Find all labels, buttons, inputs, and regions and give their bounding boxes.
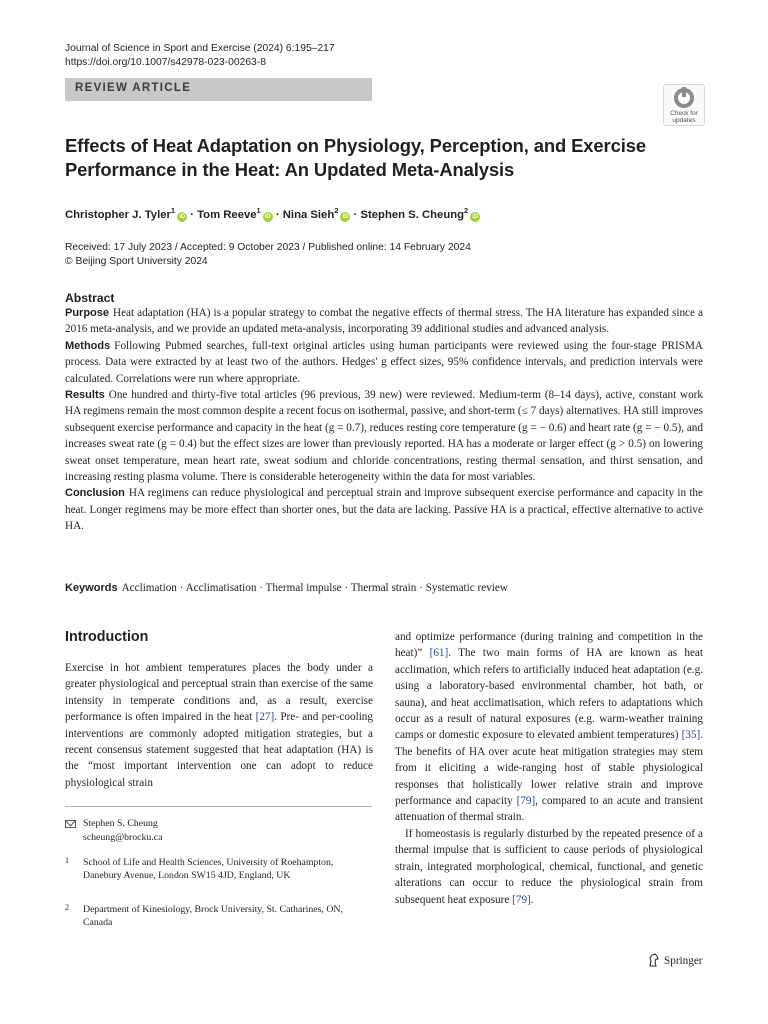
paragraph-text: Exercise in hot ambient temperatures places the body under a greater physiological and perceptual strain than exercise of the same intensity in temperate conditions and, as a result, exercise performance is often impaired in the heat xyxy=(65,662,373,724)
paragraph-text: and optimize performance (during training and competition in the heat)” xyxy=(395,631,703,660)
publication-dates: Received: 17 July 2023 / Accepted: 9 October 2023 / Published online: 14 February 2024 xyxy=(65,242,471,253)
orcid-icon[interactable]: iD xyxy=(179,214,186,220)
methods-label: Methods xyxy=(65,339,111,352)
author-name[interactable]: Tom Reeve xyxy=(197,209,257,221)
conclusion-text: HA regimens can reduce physiological and perceptual strain and improve subsequent exercise performance and capacity in the heat. Longer regimens may be more effect than shorter ones, but the data are lacking. Passive HA is a practical, effective alternative to active HA. xyxy=(65,487,703,533)
author-separator: · xyxy=(187,209,198,221)
check-for-updates-button[interactable] xyxy=(663,84,705,126)
affiliation-2: Department of Kinesiology, Brock University, St. Catharines, ON, Canada xyxy=(83,904,343,929)
author-name[interactable]: Stephen S. Cheung xyxy=(360,209,465,221)
author-name[interactable]: Nina Sieh xyxy=(282,209,335,221)
author-affiliation: 1 xyxy=(256,206,261,215)
corresponding-author-email[interactable]: scheung@brocku.ca xyxy=(83,832,163,843)
affiliation-1: School of Life and Health Sciences, University of Roehampton, Danebury Avenue, London SW15 4JD, England, UK xyxy=(83,857,334,882)
results-text: One hundred and thirty-five total articles (96 previous, 39 new) were reviewed. Medium-term (8–14 days), active, constant work HA regimens remain the most common despite a recent focus on isothermal, passive, and short-term (≤ 7 days) alternatives. HA still improves subsequent exercise performance and capacity in the heat (g = 0.7), reduces resting core temperature (g = − 0.6) and heart rate (g = − 0.5), and increases sweat rate (g = 0.4) but the effect sizes are lower than previously reported. HA has a moderate or larger effect (g > 0.5) on lowering sweat onset temperature, mean heart rate, sweat sodium and chloride concentrations, resting thermal sensation, and thirst sensation, and increasing resting plasma volume. There is considerable heterogeneity within the data for most variables. xyxy=(65,389,703,484)
orcid-icon[interactable]: iD xyxy=(472,214,479,220)
author-separator: · xyxy=(350,209,361,221)
paragraph xyxy=(395,826,703,908)
citation-link[interactable]: [27] xyxy=(255,711,275,724)
citation-link[interactable]: [79] xyxy=(516,795,536,808)
paragraph-text: . xyxy=(530,893,534,906)
abstract-methods xyxy=(65,338,703,387)
abstract-conclusion xyxy=(65,485,703,534)
citation-link[interactable]: [79] xyxy=(512,893,531,906)
paragraph xyxy=(65,660,373,791)
author-list xyxy=(65,203,480,223)
envelope-icon xyxy=(65,820,76,828)
results-label: Results xyxy=(65,389,105,402)
keywords xyxy=(65,580,508,596)
paragraph-text: . Pre- and per-cooling interventions are commonly adopted mitigation strategies, but a recent consensus statement suggested that heat adaptation (HA) is the “most important intervention one can adopt to reduce physiological strain xyxy=(65,711,373,789)
paragraph-text: If homeostasis is regularly disturbed by the repeated presence of a thermal impulse that is sufficient to cause periods of physiological strain, integrated morphological, chemical, functional, and genetic alterations can occur to reduce the physiological strain from subsequent heat exposure xyxy=(395,827,703,906)
author-affiliation: 2 xyxy=(334,206,339,215)
affiliation-number: 1 xyxy=(65,856,69,865)
check-updates-icon xyxy=(674,88,694,108)
journal-citation: Journal of Science in Sport and Exercise (2024) 6:195–217 xyxy=(65,43,335,54)
methods-text: Following Pubmed searches, full-text original articles using human participants were reviewed using the four-stage PRISMA process. Data were extracted by at least two of the authors. Hedges' g effect sizes, 95% confidence intervals, and prediction intervals were calculated. Correlations were run where appropriate. xyxy=(65,339,703,385)
abstract-heading: Abstract xyxy=(65,291,115,305)
paragraph-text: . The benefits of HA over acute heat mitigation strategies may stem from it eliciting a wide-ranging host of stable physiological responses that holistically lower relative strain and improve performance and capacity xyxy=(395,729,703,808)
author-affiliation: 2 xyxy=(464,206,469,215)
paragraph xyxy=(395,629,703,826)
article-type-banner xyxy=(65,78,372,101)
corresponding-author-name: Stephen S. Cheung xyxy=(83,818,158,829)
affiliation-number: 2 xyxy=(65,903,69,912)
citation-link[interactable]: [35] xyxy=(681,729,701,742)
paragraph-text: , compared to an acute and transient attenuation of thermal strain. xyxy=(395,795,703,824)
check-updates-text-2: updates xyxy=(672,117,696,124)
springer-horse-icon xyxy=(648,953,660,967)
purpose-label: Purpose xyxy=(65,307,110,319)
article-title: Effects of Heat Adaptation on Physiology, Perception, and Exercise Performance in the Heat: An Updated Meta-Analysis xyxy=(65,135,647,180)
orcid-icon[interactable]: iD xyxy=(264,214,271,220)
keywords-label: Keywords xyxy=(65,582,118,594)
publisher-name: Springer xyxy=(664,955,703,967)
article-type-label: REVIEW ARTICLE xyxy=(75,82,192,94)
doi-link[interactable]: https://doi.org/10.1007/s42978-023-00263-8 xyxy=(65,57,266,68)
author-separator: · xyxy=(272,209,283,221)
text-column-left xyxy=(65,660,373,791)
orcid-icon[interactable]: iD xyxy=(342,214,349,220)
author-name[interactable]: Christopher J. Tyler xyxy=(65,209,171,221)
citation-link[interactable]: [61] xyxy=(429,647,449,660)
check-updates-text-1: Check for xyxy=(670,110,698,117)
abstract-body xyxy=(65,305,703,535)
paragraph-text: . The two main forms of HA are known as heat acclimation, which refers to artificially induced heat adaptation (e.g. using a laboratory-based environmental chamber, hot bath, or sauna), and heat acclimatisation, which refers to adaptations which occur as a result of natural exposures (e.g. warm-weather training camps or domestic exposure to elevated ambient temperatures) xyxy=(395,647,703,742)
author-affiliation: 1 xyxy=(170,206,176,215)
text-column-right xyxy=(395,629,703,908)
abstract-purpose xyxy=(65,305,703,338)
section-heading-introduction: Introduction xyxy=(65,629,149,645)
keywords-text: Acclimation · Acclimatisation · Thermal impulse · Thermal strain · Systematic review xyxy=(121,582,508,594)
copyright: © Beijing Sport University 2024 xyxy=(65,256,208,267)
abstract-results xyxy=(65,387,703,485)
conclusion-label: Conclusion xyxy=(65,487,125,500)
purpose-text: Heat adaptation (HA) is a popular strategy to combat the negative effects of thermal stress. The HA literature has expanded since a 2016 meta-analysis, and we provide an updated meta-analysis, incorporating 39 additional studies and advanced analysis. xyxy=(65,307,703,336)
footnote-divider xyxy=(65,806,372,807)
publisher-mark xyxy=(648,953,703,968)
